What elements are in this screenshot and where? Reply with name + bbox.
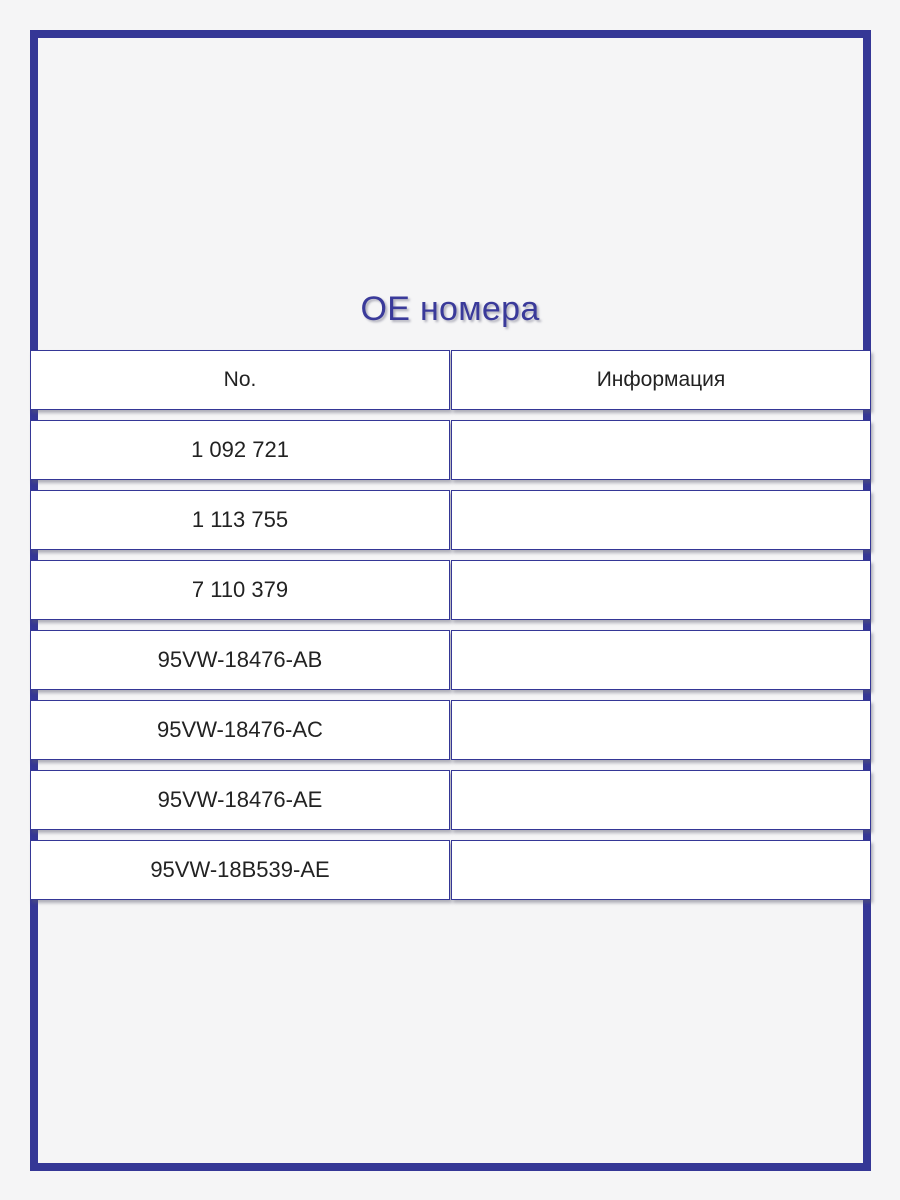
table-row bbox=[30, 490, 871, 550]
table-row bbox=[30, 560, 871, 620]
cell-info bbox=[451, 490, 871, 550]
cell-no: 95VW-18476-AE bbox=[30, 770, 450, 830]
cell-info bbox=[451, 770, 871, 830]
cell-info bbox=[451, 840, 871, 900]
table-header-row bbox=[30, 350, 871, 410]
header-info: Информация bbox=[451, 350, 871, 410]
cell-info bbox=[451, 630, 871, 690]
cell-info bbox=[451, 420, 871, 480]
cell-info bbox=[451, 560, 871, 620]
cell-no: 95VW-18B539-AE bbox=[30, 840, 450, 900]
header-no: No. bbox=[30, 350, 450, 410]
cell-info bbox=[451, 700, 871, 760]
table-row bbox=[30, 770, 871, 830]
table-row bbox=[30, 700, 871, 760]
table-row bbox=[30, 840, 871, 900]
cell-no: 1 092 721 bbox=[30, 420, 450, 480]
page-title: OE номера bbox=[360, 290, 540, 328]
cell-no: 95VW-18476-AB bbox=[30, 630, 450, 690]
cell-no: 7 110 379 bbox=[30, 560, 450, 620]
table-row bbox=[30, 420, 871, 480]
table-row bbox=[30, 630, 871, 690]
cell-no: 95VW-18476-AC bbox=[30, 700, 450, 760]
cell-no: 1 113 755 bbox=[30, 490, 450, 550]
